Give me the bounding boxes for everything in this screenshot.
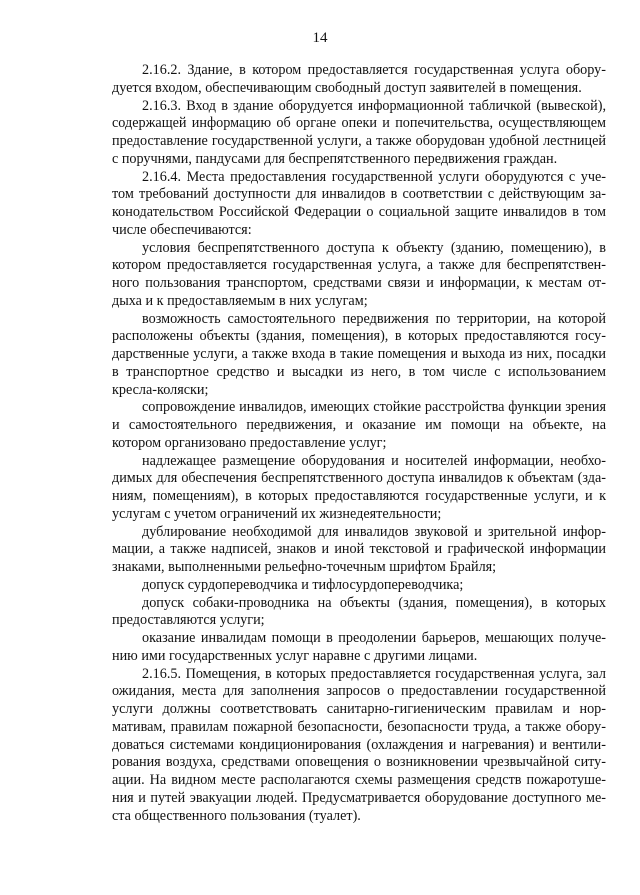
paragraph-2-16-2: 2.16.2. Здание, в котором предоставляется государственная услуга оборудуется входом, обеспечивающим свободный доступ заявителей в помещения. [112, 62, 606, 96]
list-item: допуск сурдопереводчика и тифлосурдопереводчика; [142, 576, 464, 593]
list-item: условия беспрепятственного доступа к объекту (зданию, помещению), в котором предоставляется государственная услуга, а также для беспрепятственного пользования транспортом, средствами связи и информации, к местам отдыха и к предоставляемым в них услугам; [112, 239, 606, 309]
page-number: 14 [312, 30, 328, 46]
list-item: оказание инвалидам помощи в преодолении барьеров, мешающих получению ими государственных услуг наравне с другими лицами. [112, 630, 606, 664]
list-item: дублирование необходимой для инвалидов звуковой и зрительной информации, а также надписей, знаков и иной текстовой и графической информации знаками, выполненными рельефно-точечным шрифтом Брайля; [112, 523, 606, 575]
paragraph-2-16-4: 2.16.4. Места предоставления государственной услуги оборудуются с учетом требований доступности для инвалидов в соответствии с действующим законодательством Российской Федерации о социальной защите инвалидов в том числе обеспечиваются: [112, 168, 606, 238]
list-item: возможность самостоятельного передвижения по территории, на которой расположены объекты (здания, помещения), в которых предоставляются государственные услуги, а также входа в такие помещения и выхода из них, посадки в транспортное средство и высадки из него, в том числе с использованием кресла-коляски; [112, 310, 606, 398]
document-body [112, 62, 606, 825]
paragraph-2-16-3: 2.16.3. Вход в здание оборудуется информационной табличкой (вывеской), содержащей информацию об органе опеки и попечительства, осуществляющем предоставление государственной услуги, а также оборудован удобной лестницей с поручнями, пандусами для беспрепятственного передвижения граждан. [112, 97, 606, 167]
list-item: допуск собаки-проводника на объекты (здания, помещения), в которых предоставляются услуги; [112, 594, 606, 629]
list-item: сопровождение инвалидов, имеющих стойкие расстройства функции зрения и самостоятельного передвижения, и оказание им помощи на объекте, на котором организовано предоставление услуг; [112, 399, 606, 451]
paragraph-2-16-5: 2.16.5. Помещения, в которых предоставляется государственная услуга, зал ожидания, места для заполнения запросов о предоставлении государственной услуги должны соответствовать санитарно-гигиеническим правилам и нормативам, правилам пожарной безопасности, безопасности труда, а также оборудоваться системами кондиционирования (охлаждения и нагревания) и вентилирования воздуха, средствами оповещения о возникновении чрезвычайной ситуации. На видном месте располагаются схемы размещения средств пожаротушения и путей эвакуации людей. Предусматривается оборудование доступного места общественного пользования (туалет). [112, 665, 606, 824]
list-item: надлежащее размещение оборудования и носителей информации, необходимых для обеспечения беспрепятственного доступа инвалидов к объектам (зданиям, помещениям), в которых предоставляются государственные услуги, и к услугам с учетом ограничений их жизнедеятельности; [112, 452, 606, 522]
